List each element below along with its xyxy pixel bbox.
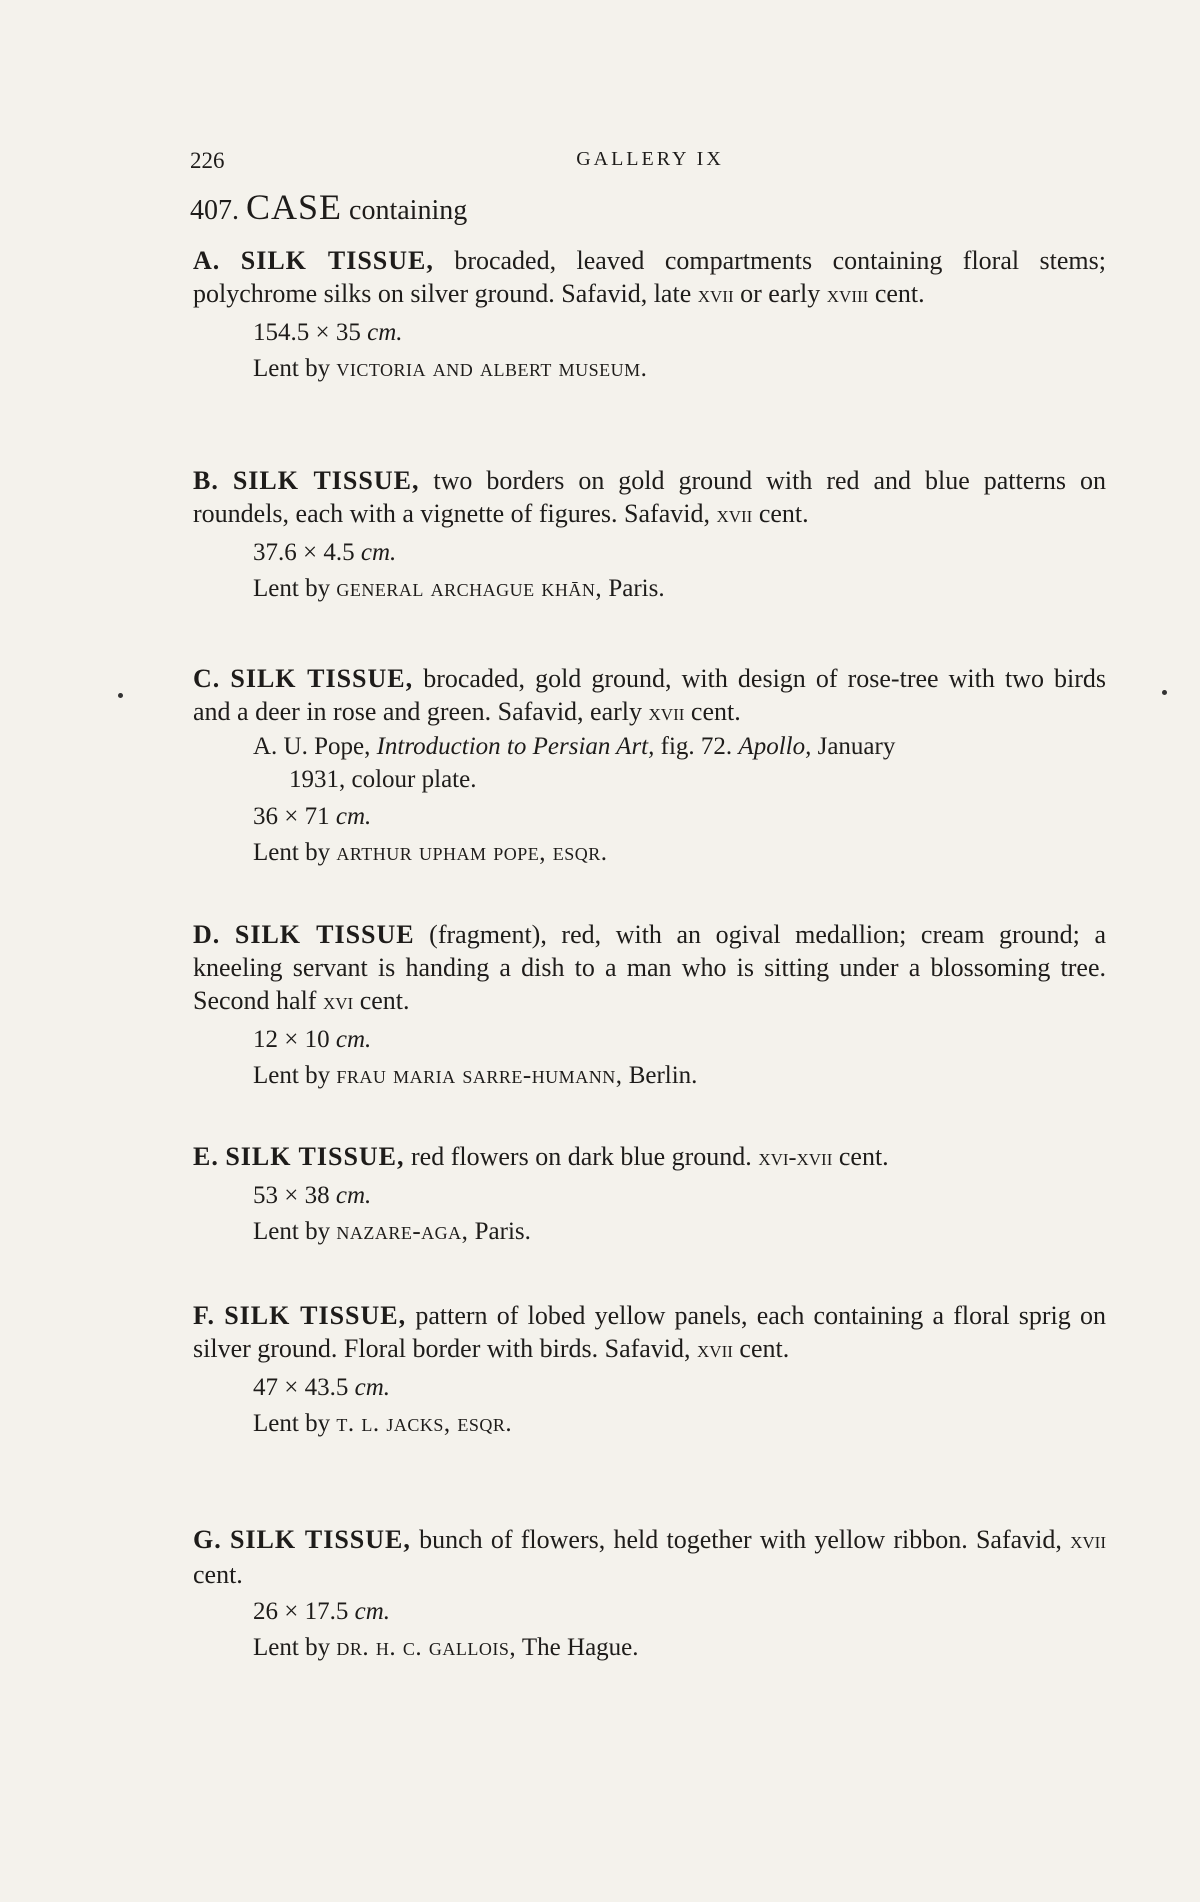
entry-text: or early <box>733 279 827 308</box>
lender-name: t. l. jacks, esqr. <box>336 1410 513 1437</box>
case-containing: containing <box>349 195 468 226</box>
entry-description <box>193 1299 1106 1367</box>
entry-text: cent. <box>752 499 809 528</box>
entry-letter: B. <box>193 466 219 495</box>
entry-text: (fragment), red, with an ogival medallion; cream ground; a kneeling servant is handing a dish to a man who is sitting under a blossoming tree. Second half <box>193 920 1107 1015</box>
ref-author: A. U. Pope, <box>253 733 377 760</box>
entry-d <box>193 918 1106 1093</box>
lender-place: Paris. <box>602 575 665 602</box>
case-heading <box>190 186 467 228</box>
entry-period: xviii <box>826 282 869 308</box>
lender-name: dr. h. c. gallois, <box>336 1634 517 1661</box>
dimensions-value: 12 × 10 <box>253 1026 330 1053</box>
entry-lender <box>253 1059 1106 1093</box>
entry-b <box>193 464 1106 606</box>
entry-period: xvii <box>716 502 753 528</box>
entry-c <box>193 662 1106 870</box>
dimensions-value: 37.6 × 4.5 <box>253 539 355 566</box>
ref-year: 1931, colour plate. <box>289 766 477 793</box>
running-head <box>190 148 1110 178</box>
lender-name: victoria and albert museum. <box>336 355 648 382</box>
entry-lender <box>253 836 1106 870</box>
entry-dimensions <box>253 800 1106 834</box>
lent-by: Lent by <box>253 1634 337 1661</box>
ref-journal: Apollo, <box>738 733 812 760</box>
ref-book: Introduction to Persian Art, <box>376 733 655 760</box>
dimensions-unit: cm. <box>367 319 403 346</box>
entry-text: brocaded, leaved compartments containing floral stems; polychrome silks on silver ground. Safavid, late <box>193 246 1106 308</box>
entry-text: cent. <box>193 1560 243 1589</box>
entry-e <box>193 1140 1106 1249</box>
entry-description <box>193 918 1106 1019</box>
entry-letter: D. <box>193 920 221 949</box>
entry-description <box>193 662 1106 730</box>
entry-dimensions <box>253 1023 1106 1057</box>
lent-by: Lent by <box>253 1218 337 1245</box>
lent-by: Lent by <box>253 355 337 382</box>
ref-figure: fig. 72. <box>654 733 739 760</box>
entry-a <box>193 244 1106 386</box>
entry-period: xvii <box>697 1337 733 1363</box>
case-label: CASE <box>246 187 343 227</box>
entry-text: cent. <box>732 1334 790 1363</box>
entry-text: red flowers on dark blue ground. <box>404 1142 759 1171</box>
dimensions-unit: cm. <box>354 1598 391 1625</box>
entry-text: cent. <box>353 986 410 1015</box>
entry-period: xvii <box>1070 1528 1106 1554</box>
margin-dot <box>1162 690 1167 695</box>
entry-dimensions <box>253 536 1106 570</box>
entry-title: SILK TISSUE, <box>229 1525 411 1554</box>
lender-name: nazare-aga, <box>336 1218 469 1245</box>
dimensions-value: 26 × 17.5 <box>253 1598 349 1625</box>
entry-lender <box>253 1215 1106 1249</box>
entry-letter: F. <box>193 1301 215 1330</box>
entry-letter: G. <box>193 1525 222 1554</box>
lent-by: Lent by <box>253 1062 337 1089</box>
entry-title: SILK TISSUE, <box>225 1142 405 1171</box>
entry-letter: C. <box>193 664 221 693</box>
entry-dimensions <box>253 1179 1106 1213</box>
dimensions-unit: cm. <box>354 1374 391 1401</box>
lender-name: arthur upham pope, esqr. <box>336 839 608 866</box>
entry-text: cent. <box>832 1142 889 1171</box>
entry-title: SILK TISSUE, <box>230 664 414 693</box>
entry-title: SILK TISSUE <box>234 920 415 949</box>
entry-reference <box>253 730 1106 796</box>
entry-lender <box>253 1631 1106 1665</box>
lender-place: Paris. <box>468 1218 531 1245</box>
dimensions-value: 154.5 × 35 <box>253 319 361 346</box>
entry-lender <box>253 1407 1106 1441</box>
entry-dimensions <box>253 316 1106 350</box>
lender-name: general archague khān, <box>336 575 603 602</box>
entry-description <box>193 244 1106 312</box>
entry-lender <box>253 352 1106 386</box>
page-number: 226 <box>190 148 225 173</box>
entry-period: xvi <box>322 989 354 1015</box>
entry-g <box>193 1523 1106 1665</box>
entry-dimensions <box>253 1371 1106 1405</box>
lender-place: Berlin. <box>622 1062 698 1089</box>
entry-text: cent. <box>868 279 925 308</box>
dimensions-unit: cm. <box>335 803 372 830</box>
gallery-title: GALLERY IX <box>576 148 724 170</box>
dimensions-unit: cm. <box>335 1182 372 1209</box>
margin-dot <box>118 693 123 698</box>
entry-description <box>193 1140 1106 1175</box>
case-number: 407. <box>190 195 239 226</box>
lender-name: frau maria sarre-humann, <box>336 1062 623 1089</box>
entry-description <box>193 464 1106 532</box>
entry-lender <box>253 572 1106 606</box>
entry-title: SILK TISSUE, <box>240 246 434 275</box>
lent-by: Lent by <box>253 839 337 866</box>
entry-title: SILK TISSUE, <box>232 466 420 495</box>
entry-f <box>193 1299 1106 1441</box>
entry-text: cent. <box>684 697 741 726</box>
entry-period: xvii <box>697 282 734 308</box>
entry-period: xvii <box>648 700 685 726</box>
entry-text: bunch of flowers, held together with yellow ribbon. Safavid, <box>410 1525 1071 1554</box>
dimensions-unit: cm. <box>360 539 397 566</box>
dimensions-value: 47 × 43.5 <box>253 1374 349 1401</box>
entry-text: brocaded, gold ground, with design of rose-tree with two birds and a deer in rose and green. Safavid, early <box>193 664 1107 726</box>
dimensions-value: 36 × 71 <box>253 803 330 830</box>
lent-by: Lent by <box>253 575 337 602</box>
entry-description <box>193 1523 1106 1591</box>
entry-text: pattern of lobed yellow panels, each containing a floral sprig on silver ground. Floral border with birds. Safavid, <box>193 1301 1106 1363</box>
dimensions-unit: cm. <box>335 1026 372 1053</box>
lent-by: Lent by <box>253 1410 337 1437</box>
lender-place: The Hague. <box>516 1634 639 1661</box>
entry-text: two borders on gold ground with red and blue patterns on roundels, each with a vignette of figures. Safavid, <box>193 466 1106 528</box>
dimensions-value: 53 × 38 <box>253 1182 330 1209</box>
entry-dimensions <box>253 1595 1106 1629</box>
ref-month: January <box>811 733 896 760</box>
entry-letter: A. <box>193 246 221 275</box>
entry-letter: E. <box>193 1142 219 1171</box>
entry-title: SILK TISSUE, <box>224 1301 407 1330</box>
entry-period: xvi-xvii <box>758 1145 833 1171</box>
